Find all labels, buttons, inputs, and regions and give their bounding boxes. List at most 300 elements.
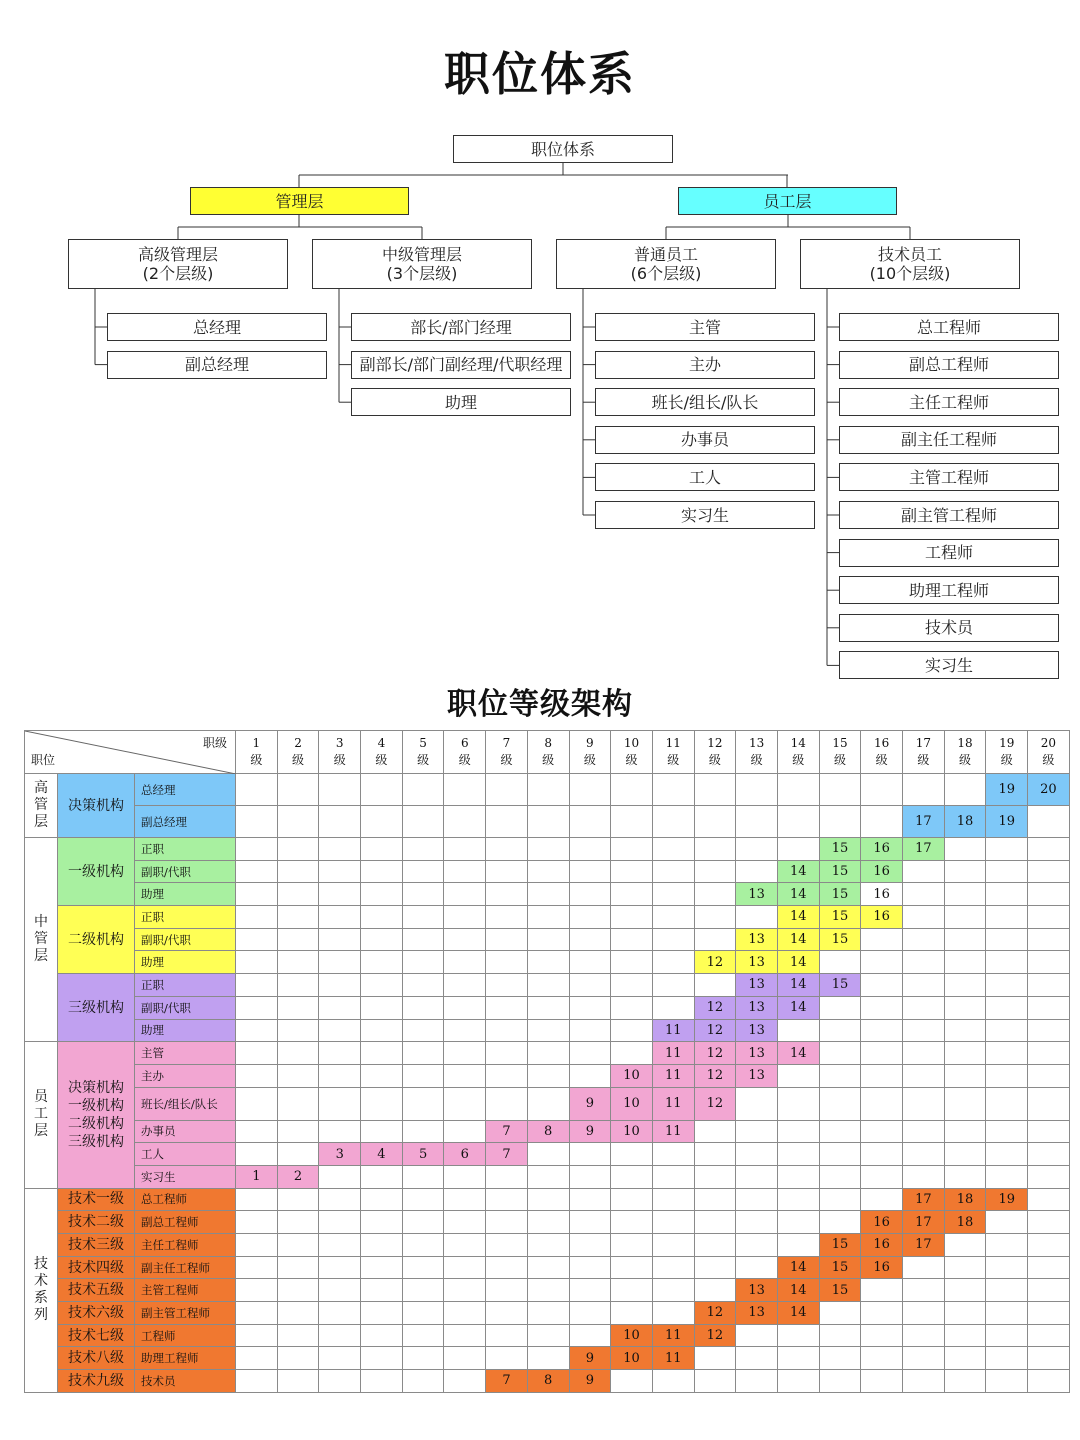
level-unit: 级 (542, 753, 555, 767)
empty-cell (777, 1120, 819, 1143)
empty-cell (277, 883, 319, 906)
grade-cell: 7 (486, 1120, 528, 1143)
grade-cell: 12 (694, 1302, 736, 1325)
empty-cell (527, 1279, 569, 1302)
empty-cell (819, 1302, 861, 1325)
empty-cell (986, 996, 1028, 1019)
empty-cell (861, 1120, 903, 1143)
grade-cell: 15 (819, 860, 861, 883)
empty-cell (402, 1370, 444, 1393)
empty-cell (361, 1211, 403, 1234)
level-unit: 级 (500, 753, 513, 767)
org-group-label: 技术九级 (58, 1370, 135, 1393)
empty-cell (861, 1165, 903, 1188)
empty-cell (1028, 951, 1070, 974)
grade-cell: 15 (819, 838, 861, 861)
position-item-label: 实习生 (680, 505, 729, 525)
empty-cell (1028, 996, 1070, 1019)
empty-cell (569, 806, 611, 838)
position-label: 助理 (135, 951, 236, 974)
empty-cell (361, 1256, 403, 1279)
level-unit: 级 (750, 753, 763, 767)
empty-cell (444, 774, 486, 806)
grade-cell: 11 (652, 1042, 694, 1065)
position-item (839, 426, 1059, 454)
empty-cell (694, 860, 736, 883)
empty-cell (819, 1019, 861, 1042)
empty-cell (652, 1211, 694, 1234)
empty-cell (486, 996, 528, 1019)
grade-cell: 17 (903, 806, 945, 838)
position-label: 正职 (135, 838, 236, 861)
grade-cell: 14 (777, 996, 819, 1019)
group-0-label: (2个层级) (142, 264, 214, 283)
empty-cell (611, 1188, 653, 1211)
empty-cell (1028, 1087, 1070, 1120)
empty-cell (944, 1120, 986, 1143)
empty-cell (444, 1165, 486, 1188)
empty-cell (277, 1234, 319, 1257)
empty-cell (402, 1211, 444, 1234)
level-unit: 级 (625, 753, 638, 767)
empty-cell (903, 974, 945, 997)
position-item-label: 助理 (444, 392, 477, 412)
empty-cell (944, 1234, 986, 1257)
position-item (595, 351, 815, 379)
empty-cell (277, 906, 319, 929)
empty-cell (527, 1019, 569, 1042)
level-number: 5 (419, 736, 427, 750)
tier-label (25, 1042, 58, 1188)
empty-cell (736, 860, 778, 883)
empty-cell (1028, 1019, 1070, 1042)
empty-cell (986, 1234, 1028, 1257)
empty-cell (861, 951, 903, 974)
group-2 (556, 239, 776, 289)
empty-cell (527, 838, 569, 861)
level-header (861, 731, 903, 774)
empty-cell (569, 860, 611, 883)
level-header (611, 731, 653, 774)
empty-cell (1028, 1188, 1070, 1211)
empty-cell (652, 1165, 694, 1188)
table-row (25, 928, 1070, 951)
empty-cell (569, 906, 611, 929)
grade-cell: 7 (486, 1370, 528, 1393)
empty-cell (986, 1324, 1028, 1347)
position-item (351, 388, 571, 416)
empty-cell (486, 906, 528, 929)
level-number: 14 (790, 736, 806, 750)
position-label: 助理工程师 (135, 1347, 236, 1370)
empty-cell (652, 1234, 694, 1257)
empty-cell (319, 1370, 361, 1393)
grade-cell: 11 (652, 1019, 694, 1042)
table-row (25, 1256, 1070, 1279)
empty-cell (277, 774, 319, 806)
empty-cell (402, 906, 444, 929)
empty-cell (569, 1165, 611, 1188)
grade-cell: 14 (777, 951, 819, 974)
level-number: 16 (874, 736, 890, 750)
tree-root (453, 135, 673, 163)
table-row (25, 1064, 1070, 1087)
empty-cell (819, 774, 861, 806)
empty-cell (486, 1087, 528, 1120)
empty-cell (694, 1188, 736, 1211)
empty-cell (1028, 1042, 1070, 1065)
empty-cell (277, 1279, 319, 1302)
grade-cell: 4 (361, 1143, 403, 1166)
level-number: 13 (748, 736, 765, 750)
position-label: 副主任工程师 (135, 1256, 236, 1279)
empty-cell (527, 1302, 569, 1325)
level-unit: 级 (375, 753, 388, 767)
empty-cell (819, 1165, 861, 1188)
empty-cell (819, 1188, 861, 1211)
empty-cell (986, 883, 1028, 906)
empty-cell (402, 1188, 444, 1211)
empty-cell (319, 996, 361, 1019)
empty-cell (236, 1234, 278, 1257)
empty-cell (236, 883, 278, 906)
level-header (236, 731, 278, 774)
empty-cell (569, 928, 611, 951)
empty-cell (361, 951, 403, 974)
empty-cell (319, 1188, 361, 1211)
empty-cell (236, 1256, 278, 1279)
empty-cell (236, 1143, 278, 1166)
empty-cell (444, 860, 486, 883)
empty-cell (402, 928, 444, 951)
empty-cell (986, 1370, 1028, 1393)
position-label: 主办 (135, 1064, 236, 1087)
empty-cell (1028, 906, 1070, 929)
grade-cell: 16 (861, 883, 903, 906)
level-header (486, 731, 528, 774)
empty-cell (402, 974, 444, 997)
level-unit: 级 (292, 753, 305, 767)
empty-cell (861, 1302, 903, 1325)
level-header (569, 731, 611, 774)
empty-cell (319, 974, 361, 997)
empty-cell (652, 774, 694, 806)
empty-cell (652, 806, 694, 838)
grade-cell: 11 (652, 1120, 694, 1143)
empty-cell (527, 860, 569, 883)
table-row (25, 806, 1070, 838)
empty-cell (611, 1302, 653, 1325)
table-row (25, 1087, 1070, 1120)
empty-cell (569, 1324, 611, 1347)
empty-cell (652, 860, 694, 883)
empty-cell (694, 1256, 736, 1279)
empty-cell (569, 1234, 611, 1257)
grade-cell: 9 (569, 1120, 611, 1143)
tier-label (25, 838, 58, 1042)
empty-cell (694, 1143, 736, 1166)
group-2-label: (6个层级) (630, 264, 702, 283)
empty-cell (569, 1042, 611, 1065)
position-label: 副总工程师 (135, 1211, 236, 1234)
empty-cell (361, 883, 403, 906)
empty-cell (694, 883, 736, 906)
empty-cell (861, 928, 903, 951)
group-3-label: 技术员工 (877, 245, 942, 264)
grade-cell: 13 (736, 1019, 778, 1042)
table-corner (25, 731, 236, 774)
level-unit: 级 (250, 753, 263, 767)
empty-cell (652, 1302, 694, 1325)
empty-cell (861, 974, 903, 997)
empty-cell (611, 1019, 653, 1042)
empty-cell (652, 1256, 694, 1279)
empty-cell (819, 1064, 861, 1087)
empty-cell (777, 806, 819, 838)
empty-cell (402, 1302, 444, 1325)
empty-cell (236, 951, 278, 974)
org-group-label: 技术二级 (58, 1211, 135, 1234)
empty-cell (611, 1211, 653, 1234)
grade-cell: 13 (736, 951, 778, 974)
empty-cell (444, 1188, 486, 1211)
position-label: 副主管工程师 (135, 1302, 236, 1325)
position-item (595, 388, 815, 416)
empty-cell (486, 1324, 528, 1347)
grade-cell: 11 (652, 1064, 694, 1087)
empty-cell (611, 774, 653, 806)
position-item-label: 技术员 (924, 618, 973, 638)
page-title: 职位体系 (444, 47, 636, 101)
table-row (25, 951, 1070, 974)
empty-cell (903, 1347, 945, 1370)
empty-cell (777, 774, 819, 806)
empty-cell (486, 1019, 528, 1042)
grade-cell: 14 (777, 1042, 819, 1065)
grade-cell: 18 (944, 1211, 986, 1234)
empty-cell (277, 838, 319, 861)
header-row (25, 731, 1070, 774)
level-number: 8 (544, 736, 552, 750)
empty-cell (1028, 838, 1070, 861)
empty-cell (944, 1165, 986, 1188)
grade-cell: 15 (819, 928, 861, 951)
empty-cell (736, 1087, 778, 1120)
grade-cell: 13 (736, 1302, 778, 1325)
empty-cell (402, 1165, 444, 1188)
empty-cell (819, 996, 861, 1019)
level-header (986, 731, 1028, 774)
empty-cell (694, 1234, 736, 1257)
empty-cell (986, 1302, 1028, 1325)
grade-cell: 20 (1028, 774, 1070, 806)
org-group-label: 决策机构 (58, 774, 135, 838)
empty-cell (736, 838, 778, 861)
level-number: 15 (832, 736, 848, 750)
empty-cell (1028, 1165, 1070, 1188)
empty-cell (527, 974, 569, 997)
empty-cell (569, 996, 611, 1019)
empty-cell (861, 806, 903, 838)
grade-cell: 14 (777, 883, 819, 906)
empty-cell (444, 1347, 486, 1370)
empty-cell (236, 1302, 278, 1325)
org-group-label: 二级机构 (58, 906, 135, 974)
empty-cell (611, 838, 653, 861)
empty-cell (944, 860, 986, 883)
empty-cell (944, 1279, 986, 1302)
empty-cell (1028, 1256, 1070, 1279)
grade-cell: 10 (611, 1087, 653, 1120)
grade-cell: 14 (777, 1279, 819, 1302)
position-label: 助理 (135, 1019, 236, 1042)
empty-cell (569, 1064, 611, 1087)
grade-cell: 16 (861, 1211, 903, 1234)
empty-cell (944, 996, 986, 1019)
empty-cell (319, 883, 361, 906)
empty-cell (1028, 1120, 1070, 1143)
empty-cell (944, 1324, 986, 1347)
grade-cell: 13 (736, 996, 778, 1019)
position-item (107, 313, 327, 341)
empty-cell (611, 974, 653, 997)
empty-cell (486, 928, 528, 951)
position-item-label: 实习生 (924, 655, 973, 675)
grade-section-title: 职位等级架构 (447, 687, 633, 722)
empty-cell (277, 1042, 319, 1065)
empty-cell (319, 1279, 361, 1302)
tier-label-text: 中管层 (34, 914, 48, 965)
empty-cell (444, 951, 486, 974)
grade-cell: 18 (944, 1188, 986, 1211)
grade-cell: 15 (819, 974, 861, 997)
empty-cell (611, 951, 653, 974)
grade-cell: 13 (736, 974, 778, 997)
position-item-label: 副主任工程师 (900, 430, 997, 450)
empty-cell (736, 1143, 778, 1166)
empty-cell (527, 1042, 569, 1065)
grade-cell: 5 (402, 1143, 444, 1166)
empty-cell (903, 1042, 945, 1065)
empty-cell (361, 974, 403, 997)
empty-cell (486, 838, 528, 861)
position-item-label: 部长/部门经理 (410, 317, 512, 337)
table-row (25, 1347, 1070, 1370)
empty-cell (444, 883, 486, 906)
table-row (25, 1302, 1070, 1325)
empty-cell (944, 838, 986, 861)
group-3 (800, 239, 1020, 289)
empty-cell (986, 1211, 1028, 1234)
empty-cell (736, 1120, 778, 1143)
empty-cell (1028, 1279, 1070, 1302)
level-number: 4 (377, 736, 386, 750)
empty-cell (527, 883, 569, 906)
empty-cell (236, 1019, 278, 1042)
empty-cell (861, 1324, 903, 1347)
empty-cell (527, 774, 569, 806)
category-1 (678, 187, 897, 215)
empty-cell (361, 1019, 403, 1042)
empty-cell (819, 1347, 861, 1370)
grade-cell: 14 (777, 928, 819, 951)
empty-cell (527, 996, 569, 1019)
level-header (527, 731, 569, 774)
empty-cell (444, 838, 486, 861)
empty-cell (861, 1347, 903, 1370)
grade-table (24, 730, 1070, 1393)
empty-cell (569, 1302, 611, 1325)
table-row (25, 1120, 1070, 1143)
empty-cell (319, 860, 361, 883)
position-label: 助理 (135, 883, 236, 906)
empty-cell (903, 1165, 945, 1188)
empty-cell (402, 774, 444, 806)
empty-cell (527, 1143, 569, 1166)
empty-cell (944, 974, 986, 997)
empty-cell (527, 1211, 569, 1234)
empty-cell (527, 1347, 569, 1370)
empty-cell (777, 1324, 819, 1347)
empty-cell (777, 1064, 819, 1087)
position-item (107, 351, 327, 379)
empty-cell (277, 928, 319, 951)
empty-cell (361, 1064, 403, 1087)
position-item-label: 主办 (688, 355, 721, 375)
grade-cell: 14 (777, 860, 819, 883)
level-number: 20 (1040, 736, 1057, 750)
empty-cell (527, 1256, 569, 1279)
empty-cell (486, 1165, 528, 1188)
empty-cell (944, 774, 986, 806)
empty-cell (903, 883, 945, 906)
empty-cell (1028, 1211, 1070, 1234)
empty-cell (277, 1324, 319, 1347)
empty-cell (236, 906, 278, 929)
grade-cell: 12 (694, 951, 736, 974)
empty-cell (236, 1042, 278, 1065)
empty-cell (277, 1120, 319, 1143)
empty-cell (319, 928, 361, 951)
empty-cell (361, 1279, 403, 1302)
table-row (25, 883, 1070, 906)
grade-cell: 13 (736, 1064, 778, 1087)
empty-cell (444, 1120, 486, 1143)
position-item (595, 313, 815, 341)
empty-cell (444, 1234, 486, 1257)
empty-cell (944, 951, 986, 974)
tier-label-text: 高管层 (34, 780, 48, 830)
empty-cell (236, 774, 278, 806)
empty-cell (361, 1042, 403, 1065)
level-unit: 级 (833, 753, 846, 767)
empty-cell (736, 1211, 778, 1234)
empty-cell (361, 906, 403, 929)
empty-cell (402, 806, 444, 838)
empty-cell (986, 906, 1028, 929)
table-row (25, 1324, 1070, 1347)
position-label: 工程师 (135, 1324, 236, 1347)
empty-cell (819, 951, 861, 974)
tier-label (25, 1188, 58, 1392)
level-unit: 级 (1000, 753, 1013, 767)
empty-cell (277, 974, 319, 997)
empty-cell (986, 860, 1028, 883)
level-number: 10 (623, 736, 640, 750)
grade-cell: 12 (694, 996, 736, 1019)
position-label: 工人 (135, 1143, 236, 1166)
empty-cell (861, 996, 903, 1019)
